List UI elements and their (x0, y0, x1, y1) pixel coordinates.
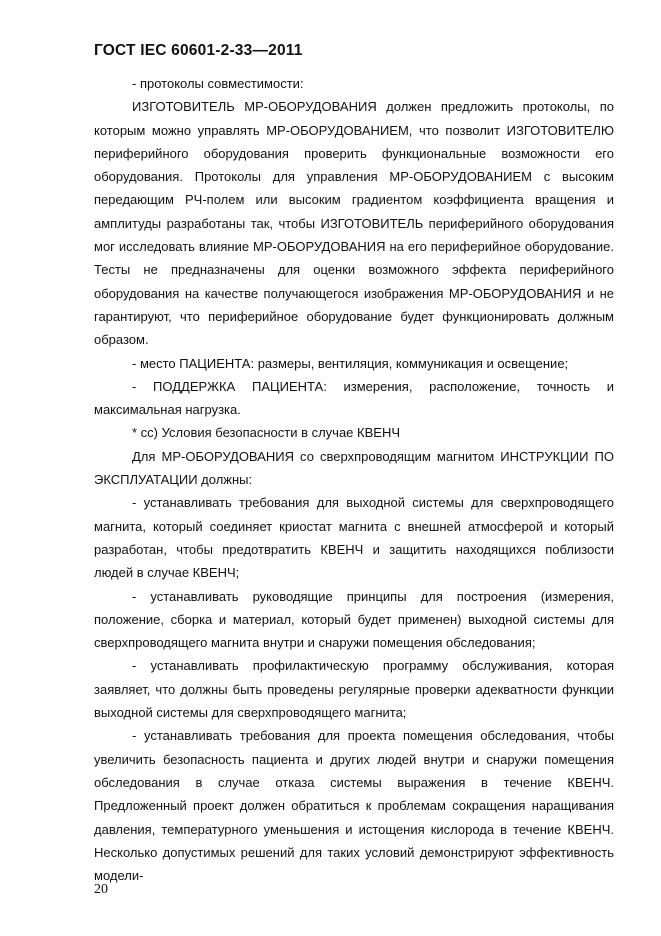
page-number: 20 (94, 882, 108, 897)
document-header: ГОСТ IEC 60601-2-33—2011 (94, 42, 303, 59)
paragraph: - устанавливать руководящие принципы для построения (измерения, положение, сборка и материал, который будет применен) выходной системы для сверхпроводящего магнита внутри и снаружи помещения обследования; (94, 588, 614, 651)
paragraph: - устанавливать требования для выходной системы для сверхпроводящего магнита, который соединяет криостат магнита с внешней атмосферой и который разработан, чтобы предотвратить КВЕНЧ и защитить находящихся поблизости людей в случае КВЕНЧ; (94, 495, 614, 581)
paragraph: - протоколы совместимости: (132, 76, 304, 91)
paragraph: - устанавливать профилактическую программу обслуживания, которая заявляет, что должны быть проведены регулярные проверки адекватности функции выходной системы для сверхпроводящего магнита; (94, 658, 614, 721)
paragraph: * cc) Условия безопасности в случае КВЕНЧ (132, 425, 400, 441)
paragraph: ИЗГОТОВИТЕЛЬ МР-ОБОРУДОВАНИЯ должен предложить протоколы, по которым можно управлять МР-ОБОРУДОВАНИЕМ, что позволит ИЗГОТОВИТЕЛЮ периферийного оборудования проверить функциональные возможности его оборудования. Протоколы для управления МР-ОБОРУДОВАНИЕМ с высоким передающим РЧ-полем или высоким градиентом коэффициента вращения и амплитуды разработаны так, чтобы ИЗГОТОВИТЕЛЬ периферийного оборудования мог исследовать влияние МР-ОБОРУДОВАНИЯ на его периферийное оборудование. Тесты не предназначены для оценки возможного эффекта периферийного оборудования на качестве получающегося изображения МР-ОБОРУДОВАНИЯ и не гарантируют, что периферийное оборудование будет функционировать должным образом. (94, 99, 614, 348)
paragraph: - ПОДДЕРЖКА ПАЦИЕНТА: измерения, расположение, точность и максимальная нагрузка. (94, 378, 614, 418)
paragraph: Для МР-ОБОРУДОВАНИЯ со сверхпроводящим магнитом ИНСТРУКЦИИ ПО ЭКСПЛУАТАЦИИ должны: (94, 448, 614, 488)
paragraph: - место ПАЦИЕНТА: размеры, вентиляция, коммуникация и освещение; (132, 355, 569, 371)
document-body (94, 72, 614, 887)
paragraph: - устанавливать требования для проекта помещения обследования, чтобы увеличить безопасность пациента и других людей внутри и снаружи помещения обследования в случае отказа системы выражения в течение КВЕНЧ. Предложенный проект должен обратиться к проблемам сокращения наращивания давления, температурного уменьшения и истощения кислорода в течение КВЕНЧ. Несколько допустимых решений для таких условий демонстрируют эффективность модели- (94, 728, 614, 884)
